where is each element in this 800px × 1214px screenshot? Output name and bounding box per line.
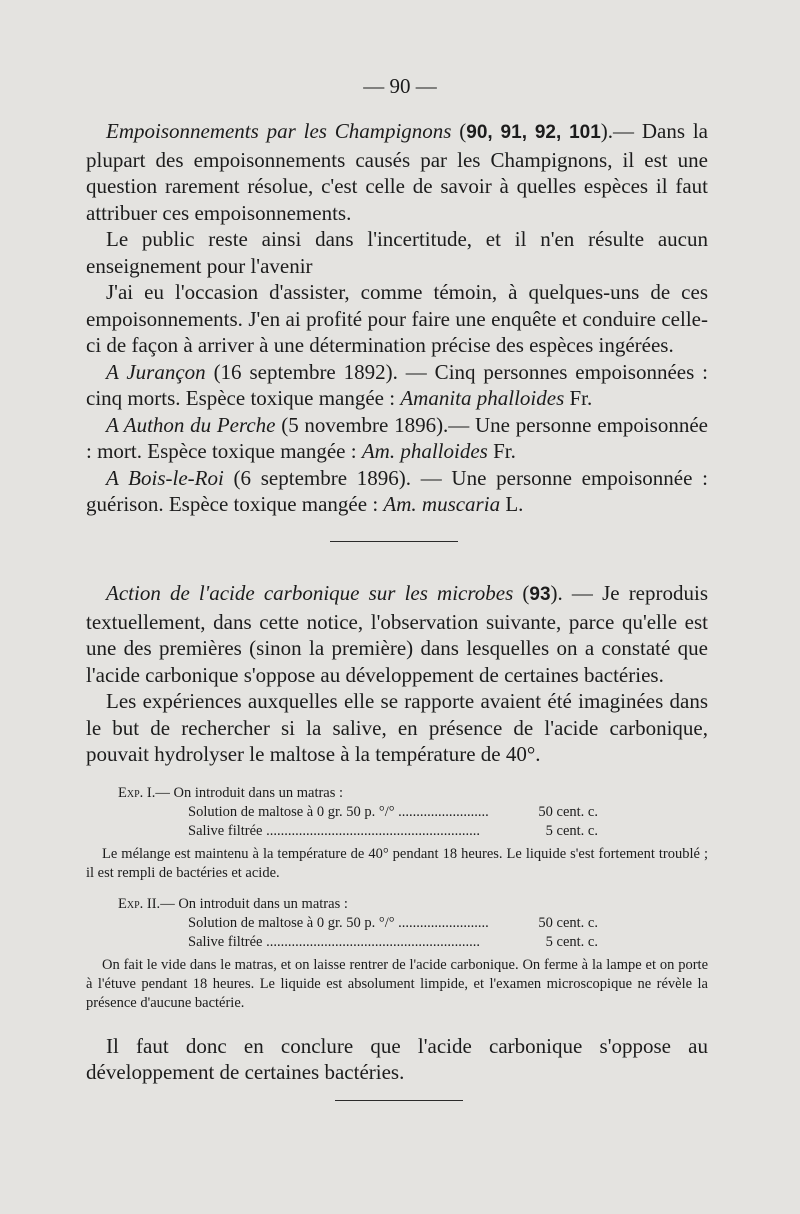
case-bois-le-roi (86, 465, 708, 518)
paragraph-conclusion: Il faut donc en conclure que l'acide carbonique s'oppose au développement de certaines bactéries. (86, 1033, 708, 1084)
case-author: Fr. (487, 439, 516, 463)
case-place: A Bois-le-Roi (106, 465, 224, 490)
experiment-note: Le mélange est maintenu à la température de 40° pendant 18 heures. Le liquide s'est fortement troublé ; il est rempli de bactéries et acide. (86, 845, 708, 881)
paragraph-text: .— Dans la plupart des empoisonnements causés par les Champignons, il est une question rarement résolue, c'est celle de savoir à quelles espèces il faut attribuer ces empoisonnements. (86, 119, 709, 225)
paragraph-text: . — Je reproduis textuellement, dans cette notice, l'observation suivante, parce qu'elle est une des premières (sinon la première) dans lesquelles on a constaté que l'acide carbonique s'oppose au développement de certaines bactéries. (86, 581, 709, 687)
ingredient-name: Solution de maltose à 0 gr. 50 p. °/° ......................... (188, 803, 489, 820)
case-text: (5 novembre 1896).— Une personne empoisonnée : mort. Espèce toxique mangée : (86, 412, 708, 463)
paragraph-intro: Empoisonnements par les Champignons (90, 91, 92, 101).— Dans la plupart des empoisonnements causés par les Champignons, il est une question rarement résolue, c'est celle de savoir à quelles espèces il faut attribuer ces empoisonnements. (86, 119, 709, 225)
ingredient-row (188, 933, 708, 952)
case-author: L. (500, 492, 524, 516)
end-divider (335, 1100, 463, 1101)
ingredient-quantity: 5 cent. c. (545, 822, 598, 839)
case-author: Fr. (564, 386, 593, 410)
section-divider (330, 541, 458, 542)
section-champignons (86, 118, 708, 518)
experiment-label: Exp. II. (118, 895, 161, 912)
ingredient-quantity: 5 cent. c. (545, 933, 598, 950)
experiment-intro: — On introduit dans un matras : (155, 784, 344, 801)
ingredient-name: Salive filtrée ........................................................... (188, 822, 480, 839)
ingredient-name: Solution de maltose à 0 gr. 50 p. °/° ......................... (188, 914, 489, 931)
page-number: — 90 — (363, 74, 437, 98)
reference-numbers: 93 (529, 584, 551, 605)
ingredient-row (188, 822, 708, 841)
section-acide-carbonique (86, 580, 708, 1086)
case-text: (16 septembre 1892). — Cinq personnes empoisonnées : cinq morts. Espèce toxique mangée : (86, 359, 709, 410)
experiment-2 (86, 895, 708, 1013)
paragraph-action: Action de l'acide carbonique sur les microbes (93). — Je reproduis textuellement, dans cette notice, l'observation suivante, parce qu'elle est une des premières (sinon la première) dans lesquelles on a constaté que l'acide carbonique s'oppose au développement de certaines bactéries. (86, 581, 709, 687)
paragraph-experiences: Les expériences auxquelles elle se rapporte avaient été imaginées dans le but de rechercher si la salive, en présence de l'acide carbonique, pouvait hydrolyser le maltose à la température de 40°. (86, 689, 708, 766)
ingredient-quantity: 50 cent. c. (538, 803, 598, 820)
case-place: A Jurançon (106, 359, 206, 384)
section-title: Action de l'acide carbonique sur les microbes (106, 581, 514, 605)
ingredient-row (188, 803, 708, 822)
ingredient-quantity: 50 cent. c. (538, 914, 598, 931)
case-species: Amanita phalloides (400, 386, 565, 410)
experiment-heading (118, 895, 708, 914)
experiment-heading (118, 784, 708, 803)
ingredient-name: Salive filtrée ........................................................... (188, 933, 480, 950)
experiment-label: Exp. I. (118, 784, 156, 801)
case-authon (86, 412, 708, 465)
experiment-intro: — On introduit dans un matras : (160, 895, 348, 912)
case-species: Am. muscaria (383, 492, 501, 516)
paragraph-occasion: J'ai eu l'occasion d'assister, comme témoin, à quelques-uns de ces empoisonnements. J'en ai profité pour faire une enquête et conduire celle-ci de façon à arriver à une détermination précise des espèces ingérées. (86, 280, 708, 357)
case-text: (6 septembre 1896). — Une personne empoisonnée : guérison. Espèce toxique mangée : (86, 465, 708, 516)
section-title: Empoisonnements par les Champignons (106, 119, 452, 143)
case-place: A Authon du Perche (106, 412, 276, 437)
reference-numbers: 90, 91, 92, 101 (466, 122, 601, 143)
case-species: Am. phalloides (361, 439, 488, 463)
case-jurancon (86, 359, 708, 412)
ingredient-row (188, 914, 708, 933)
experiment-1 (86, 784, 708, 883)
paragraph-public: Le public reste ainsi dans l'incertitude, et il n'en résulte aucun enseignement pour l'avenir (86, 227, 708, 278)
experiment-note: On fait le vide dans le matras, et on laisse rentrer de l'acide carbonique. On ferme à la lampe et on porte à l'étuve pendant 18 heures. Le liquide est absolument limpide, et l'examen microscopique ne révèle la présence d'aucune bactérie. (86, 956, 708, 1011)
